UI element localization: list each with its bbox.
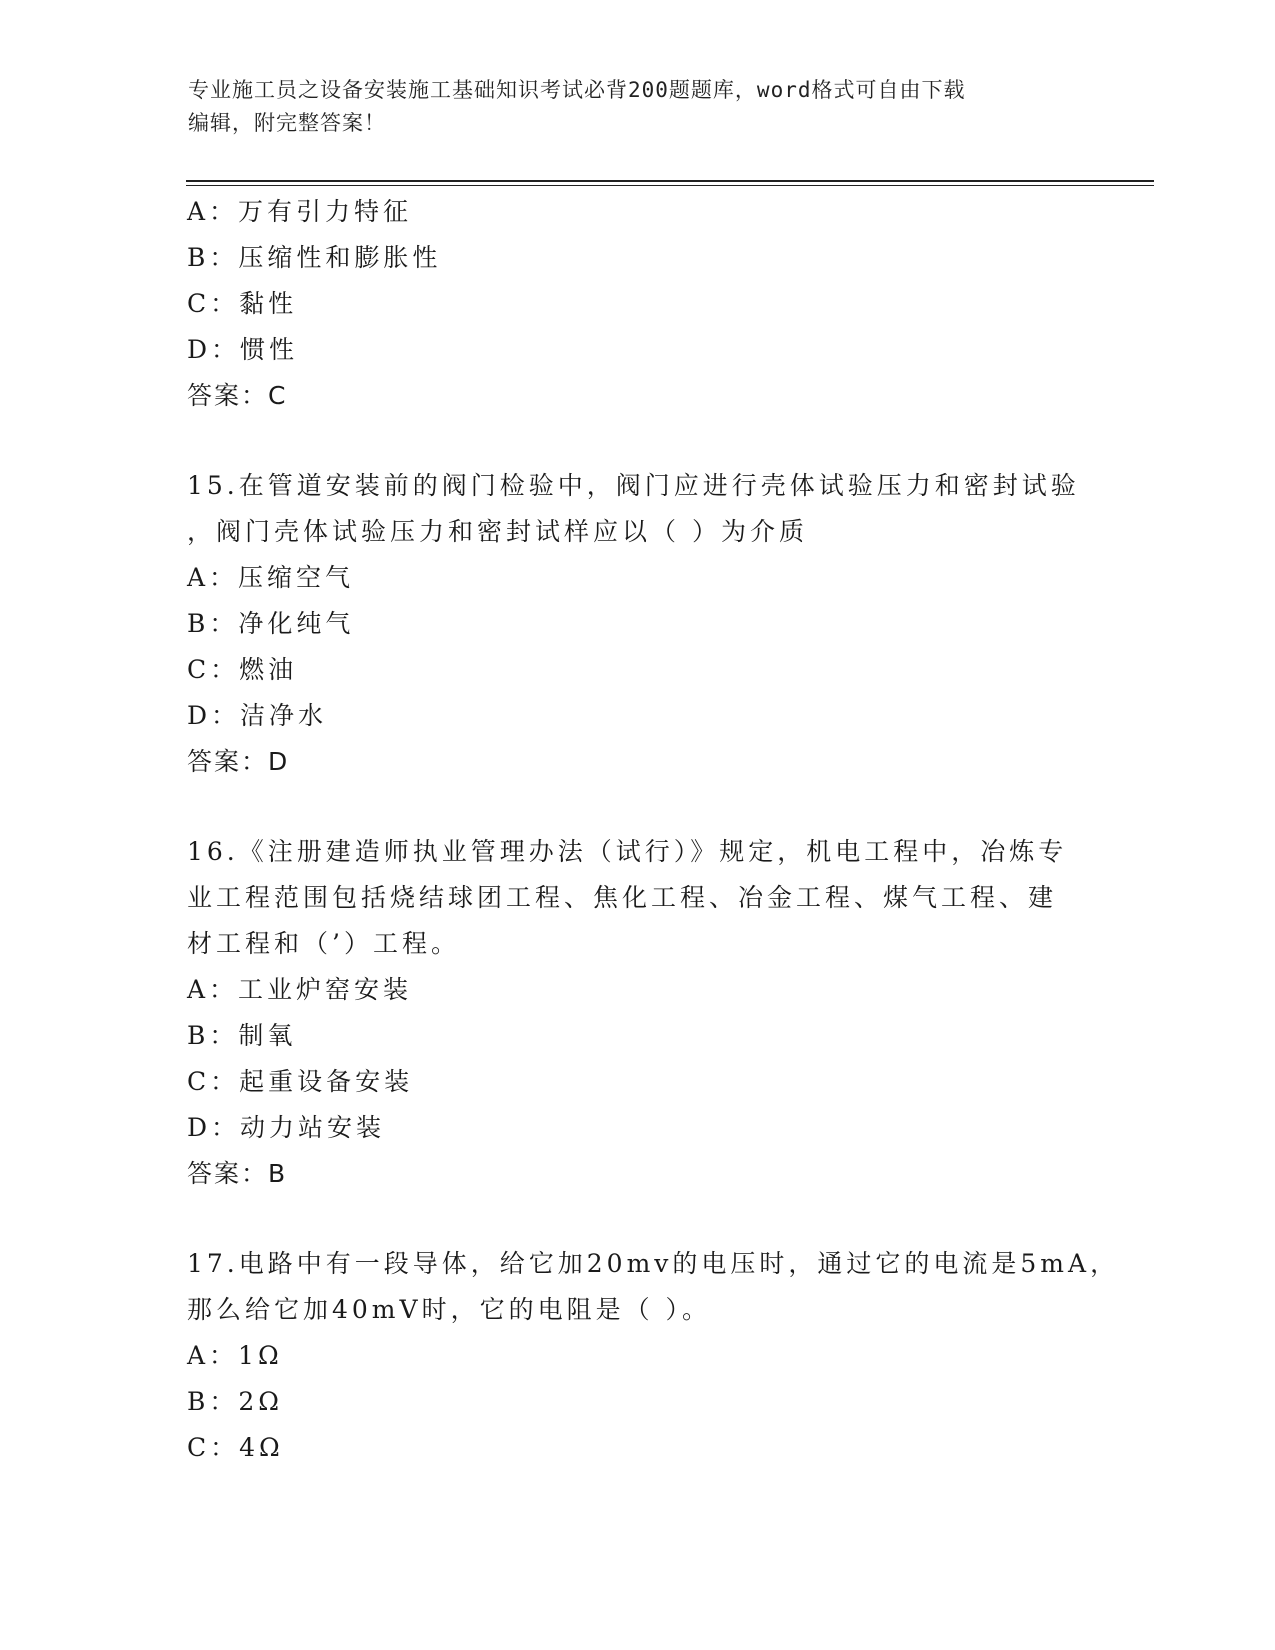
question-text-line: 16.《注册建造师执业管理办法（试行）》规定，机电工程中，冶炼专 — [187, 837, 1068, 866]
question-15 — [187, 463, 1087, 785]
document-header — [188, 74, 1088, 140]
header-line-2: 编辑，附完整答案！ — [188, 111, 386, 135]
option-c: C：黏性 — [187, 289, 298, 318]
option-c: C：燃油 — [187, 655, 298, 684]
question-text-line: 15.在管道安装前的阀门检验中，阀门应进行壳体试验压力和密封试验 — [187, 471, 1080, 500]
option-a: A：压缩空气 — [187, 563, 355, 592]
document-body — [187, 189, 1120, 1471]
question-text-line: ，阀门壳体试验压力和密封试样应以（ ）为介质 — [187, 517, 808, 546]
option-c: C：起重设备安装 — [187, 1067, 414, 1096]
question-text-line: 17.电路中有一段导体，给它加20mv的电压时，通过它的电流是5mA， — [187, 1249, 1120, 1278]
option-a: A：工业炉窑安装 — [187, 975, 413, 1004]
header-line-1: 专业施工员之设备安装施工基础知识考试必背200题题库，word格式可自由下载 — [188, 78, 966, 102]
question-14-options — [187, 189, 1087, 419]
option-c: C：4Ω — [187, 1433, 284, 1462]
answer: 答案：B — [187, 1159, 288, 1188]
option-a: A：1Ω — [187, 1341, 283, 1370]
answer: 答案：D — [187, 747, 290, 776]
option-b: B：2Ω — [187, 1387, 284, 1416]
header-rule-thick — [186, 180, 1154, 182]
option-b: B：压缩性和膨胀性 — [187, 243, 442, 272]
option-b: B：制氧 — [187, 1021, 297, 1050]
question-16 — [187, 829, 1087, 1197]
header-rule-thin — [186, 185, 1154, 186]
option-a: A：万有引力特征 — [187, 197, 413, 226]
option-d: D：动力站安装 — [187, 1113, 386, 1142]
answer: 答案：C — [187, 381, 288, 410]
option-b: B：净化纯气 — [187, 609, 355, 638]
option-d: D：洁净水 — [187, 701, 328, 730]
question-17 — [187, 1241, 1120, 1471]
question-text-line: 业工程范围包括烧结球团工程、焦化工程、冶金工程、煤气工程、建 — [187, 883, 1058, 912]
option-d: D：惯性 — [187, 335, 299, 364]
question-text-line: 那么给它加40mV时，它的电阻是（ ）。 — [187, 1295, 712, 1324]
question-text-line: 材工程和（’）工程。 — [187, 929, 460, 958]
